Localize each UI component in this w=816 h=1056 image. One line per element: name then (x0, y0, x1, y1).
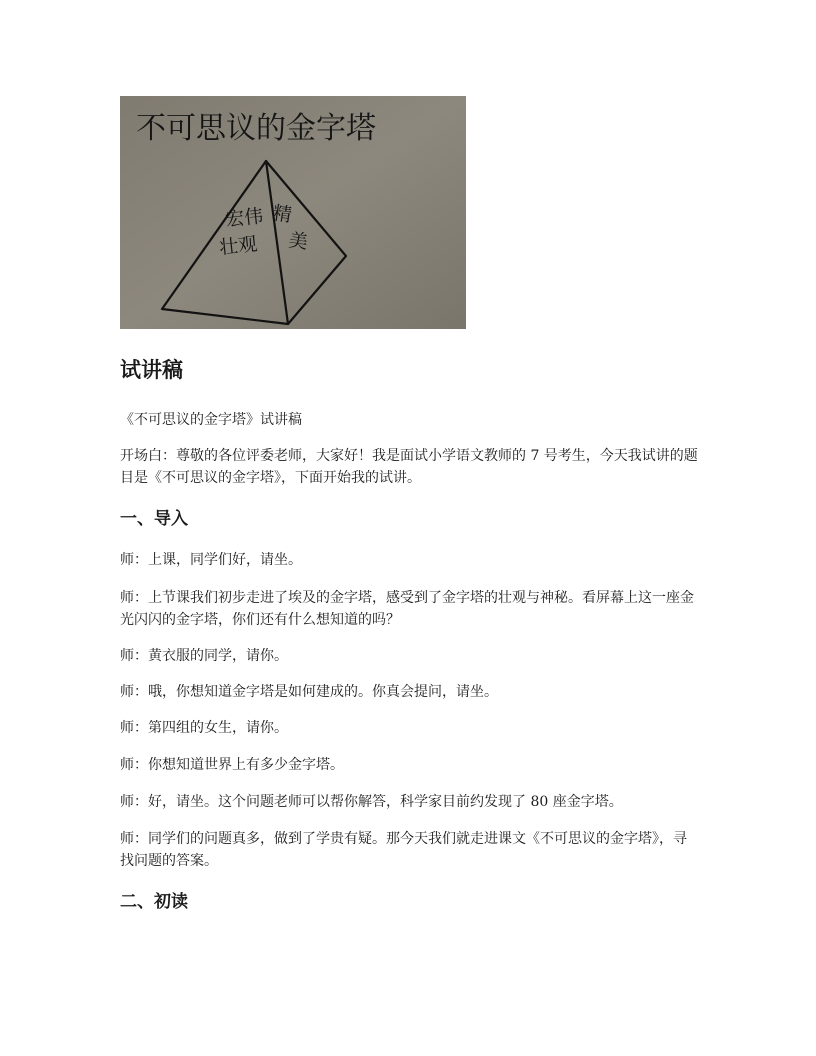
photo-handwritten-title: 不可思议的金字塔 (136, 111, 376, 146)
dialogue-line: 师：上课，同学们好，请坐。 (120, 552, 302, 568)
dialogue-line: 师：上节课我们初步走进了埃及的金字塔，感受到了金字塔的壮观与神秘。看屏幕上这一座金光闪闪的金字塔，你们还有什么想知道的吗？ (120, 590, 694, 628)
dialogue-line: 师：好，请坐。这个问题老师可以帮你解答，科学家目前约发现了 80 座金字塔。 (120, 794, 623, 810)
photo-right-face-line2: 美 (287, 229, 310, 254)
photo-right-face-line1: 精 (271, 202, 294, 227)
opening-paragraph: 开场白：尊敬的各位评委老师，大家好！我是面试小学语文教师的 7 号考生，今天我试讲的题目是《不可思议的金字塔》，下面开始我的试讲。 (120, 448, 698, 486)
section-heading-intro: 一、导入 (120, 509, 188, 529)
dialogue-line: 师：第四组的女生，请你。 (120, 720, 288, 736)
pyramid-photo (120, 96, 466, 329)
dialogue-line: 师：黄衣服的同学，请你。 (120, 648, 288, 664)
document-subtitle: 《不可思议的金字塔》试讲稿 (120, 412, 302, 428)
dialogue-line: 师：哦，你想知道金字塔是如何建成的。你真会提问，请坐。 (120, 684, 498, 700)
page-title: 试讲稿 (120, 358, 183, 382)
dialogue-line: 师：同学们的问题真多，做到了学贵有疑。那今天我们就走进课文《不可思议的金字塔》，寻找问题的答案。 (120, 831, 687, 869)
photo-left-face-line1: 宏伟 (224, 205, 265, 231)
section-heading-first-reading: 二、初读 (120, 892, 188, 912)
dialogue-line: 师：你想知道世界上有多少金字塔。 (120, 757, 344, 773)
photo-left-face-line2: 壮观 (218, 233, 259, 259)
